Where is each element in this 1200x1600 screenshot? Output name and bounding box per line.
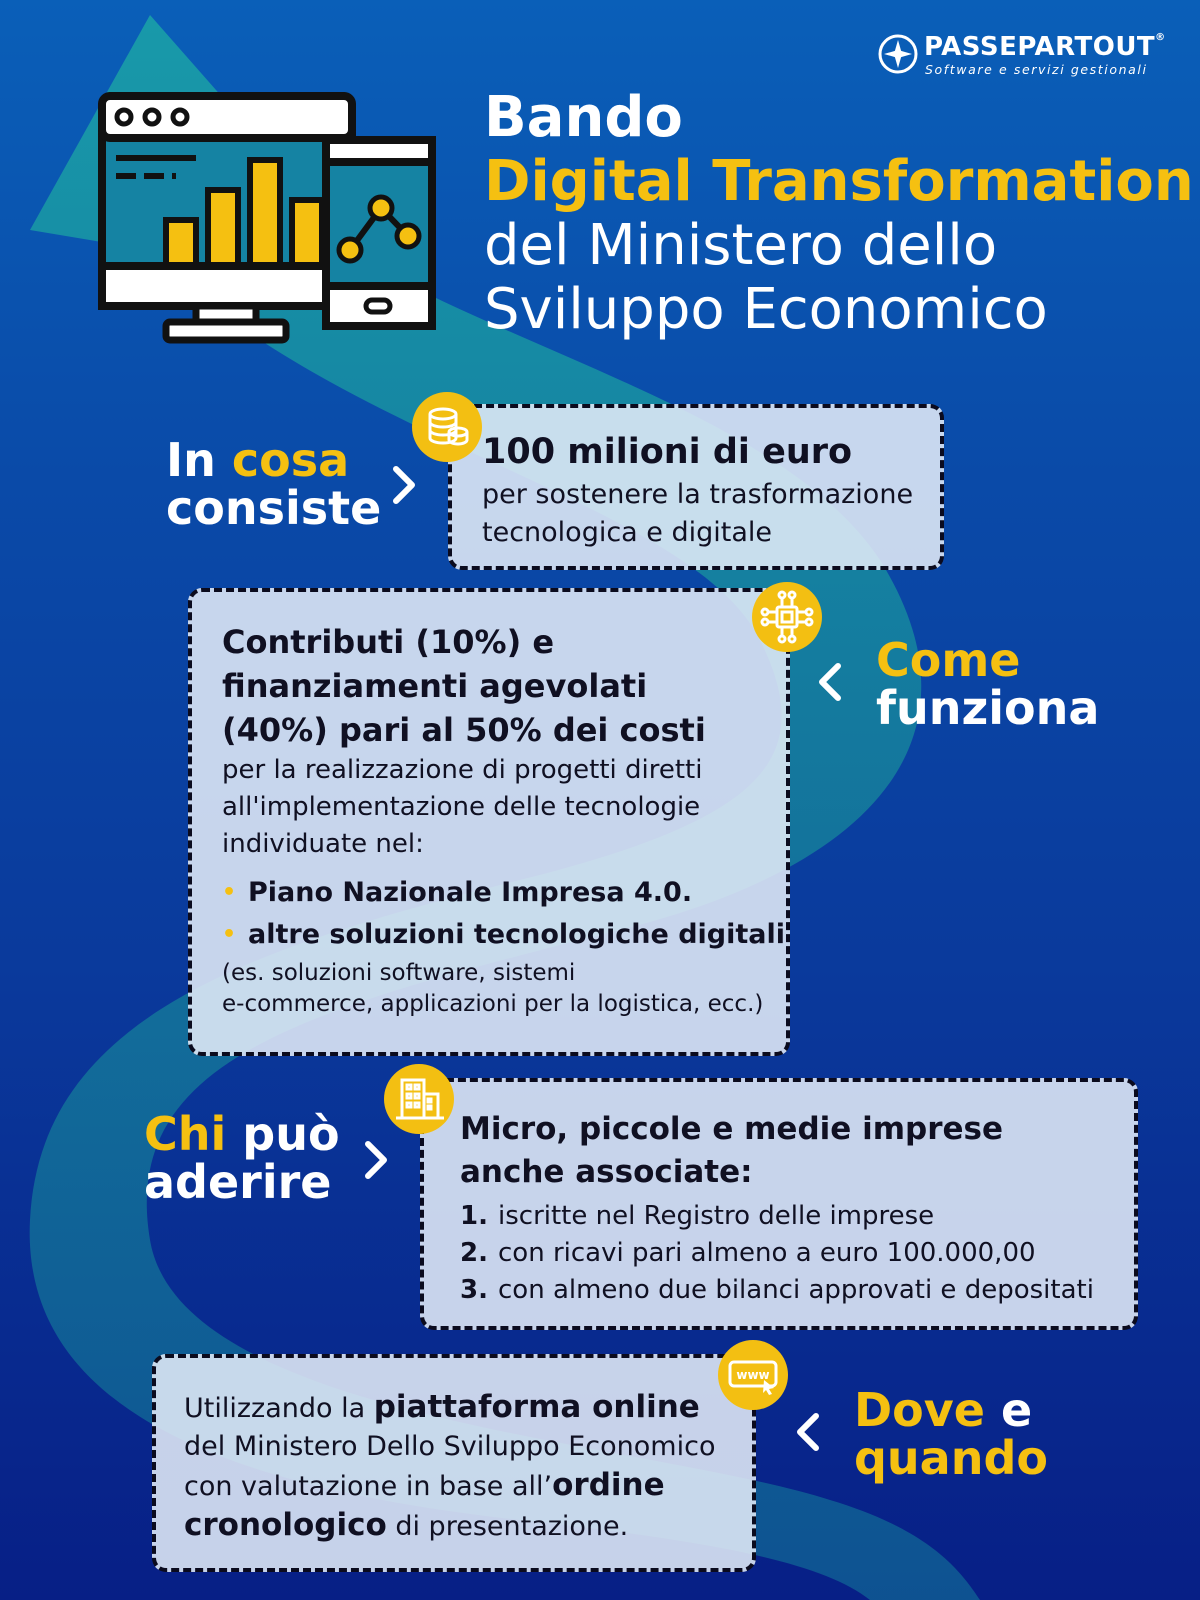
card-consiste xyxy=(448,404,944,570)
section-label-funziona: Come funziona xyxy=(876,633,1100,735)
list-item: 2. con ricavi pari almeno a euro 100.000,00 xyxy=(460,1238,1036,1268)
brand-logo xyxy=(878,32,1168,78)
card-consiste-heading: 100 milioni di euro xyxy=(482,432,853,472)
section-label-dove: Dove e quando xyxy=(854,1383,1048,1485)
title-line-4: Sviluppo Economico xyxy=(484,277,1048,342)
card-dove-text: Utilizzando la piattaforma online del Ministero Dello Sviluppo Economico con valutazione in base all’ordine cronologico di presentazione. xyxy=(184,1389,716,1543)
card-aderire-list xyxy=(460,1198,1120,1309)
logo-mark-icon xyxy=(878,34,918,74)
section-label-consiste: In cosa consiste xyxy=(166,433,382,535)
card-funziona-text: per la realizzazione di progetti diretti all'implementazione delle tecnologie individuate nel: xyxy=(222,755,703,859)
card-funziona-heading: Contributi (10%) e finanziamenti agevolati (40%) pari al 50% dei costi xyxy=(222,623,706,749)
list-item: 1. iscritte nel Registro delle imprese xyxy=(460,1201,935,1231)
www-browser-icon xyxy=(718,1340,788,1410)
card-aderire-heading: Micro, piccole e medie imprese anche associate: xyxy=(460,1111,1003,1190)
list-item: • Piano Nazionale Impresa 4.0. xyxy=(222,872,782,914)
coins-stack-icon xyxy=(412,392,482,462)
chevron-right-icon xyxy=(392,465,416,505)
card-funziona-note: (es. soluzioni software, sistemi e-commerce, applicazioni per la logistica, ecc.) xyxy=(222,960,764,1017)
list-item: • altre soluzioni tecnologiche digitali xyxy=(222,914,782,956)
card-funziona xyxy=(188,588,790,1056)
title-line-1: Bando xyxy=(484,85,683,150)
brand-name: PASSEPARTOUT® xyxy=(924,32,1166,62)
chevron-left-icon xyxy=(796,1412,820,1452)
card-consiste-text: per sostenere la trasformazione tecnologica e digitale xyxy=(482,479,914,548)
www-icon-label: www xyxy=(736,1368,770,1382)
section-label-aderire: Chi può aderire xyxy=(144,1107,340,1209)
card-dove xyxy=(152,1354,756,1572)
monitor-chart-icon xyxy=(96,90,446,350)
list-item: 3. con almeno due bilanci approvati e depositati xyxy=(460,1275,1094,1305)
chevron-right-icon xyxy=(364,1140,388,1180)
page-title xyxy=(484,85,1194,342)
title-line-3: del Ministero dello xyxy=(484,213,998,278)
title-line-2: Digital Transformation xyxy=(484,149,1194,214)
buildings-icon xyxy=(384,1064,454,1134)
circuit-chip-icon xyxy=(752,582,822,652)
brand-tagline: Software e servizi gestionali xyxy=(925,62,1148,77)
chevron-left-icon xyxy=(818,662,842,702)
card-funziona-list xyxy=(222,872,786,956)
card-aderire xyxy=(420,1078,1138,1330)
